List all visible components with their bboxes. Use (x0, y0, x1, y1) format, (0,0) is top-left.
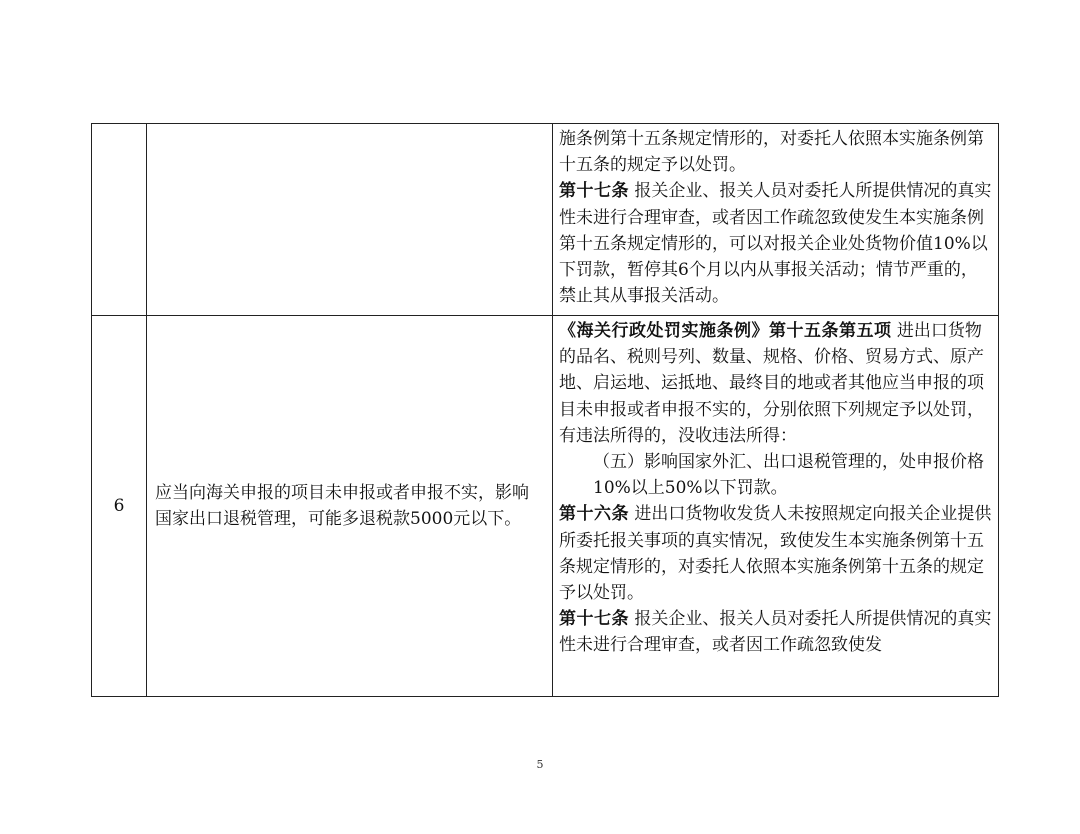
article-text: 进出口货物收发货人未按照规定向报关企业提供所委托报关事项的真实情况，致使发生本实施条例第十五条规定情形的，对委托人依照本实施条例第十五条的规定予以处罚。 (559, 504, 992, 604)
article-heading: 第十七条 (559, 181, 629, 202)
article-text: 报关企业、报关人员对委托人所提供情况的真实性未进行合理审查，或者因工作疏忽致使发 (559, 609, 992, 656)
article-heading: 《海关行政处罚实施条例》第十五条第五项 (559, 321, 892, 341)
article-text: 报关企业、报关人员对委托人所提供情况的真实性未进行合理审查，或者因工作疏忽致使发生本实施条例第十五条规定情形的，可以对报关企业处货物价值10%以下罚款，暂停其6个月以内从事报关活动；情节严重的，禁止其从事报关活动。 (559, 181, 992, 307)
law-paragraph (559, 606, 992, 658)
article-heading: 第十七条 (559, 609, 629, 630)
row-number-cell: 6 (92, 316, 147, 697)
law-paragraph (559, 449, 992, 501)
legal-basis-cell (553, 124, 999, 316)
penalty-table (91, 123, 999, 697)
page-number: 5 (536, 758, 544, 771)
law-paragraph (559, 318, 992, 449)
table-row (92, 124, 999, 316)
law-paragraph (559, 126, 992, 178)
law-paragraph (559, 178, 992, 309)
law-paragraph (559, 501, 992, 606)
article-text: 施条例第十五条规定情形的，对委托人依照本实施条例第十五条的规定予以处罚。 (559, 129, 984, 176)
article-heading: 第十六条 (559, 504, 629, 525)
article-text: 进出口货物的品名、税则号列、数量、规格、价格、贸易方式、原产地、启运地、运抵地、最终目的地或者其他应当申报的项目未申报或者申报不实的，分别依照下列规定予以处罚，有违法所得的，没收违法所得： (559, 321, 984, 446)
article-text: （五）影响国家外汇、出口退税管理的，处申报价格10%以上50%以下罚款。 (593, 452, 984, 499)
legal-basis-cell (553, 316, 999, 697)
violation-cell: 应当向海关申报的项目未申报或者申报不实，影响国家出口退税管理，可能多退税款5000元以下。 (147, 316, 553, 697)
table-row (92, 316, 999, 697)
violation-cell (147, 124, 553, 316)
row-number-cell (92, 124, 147, 316)
